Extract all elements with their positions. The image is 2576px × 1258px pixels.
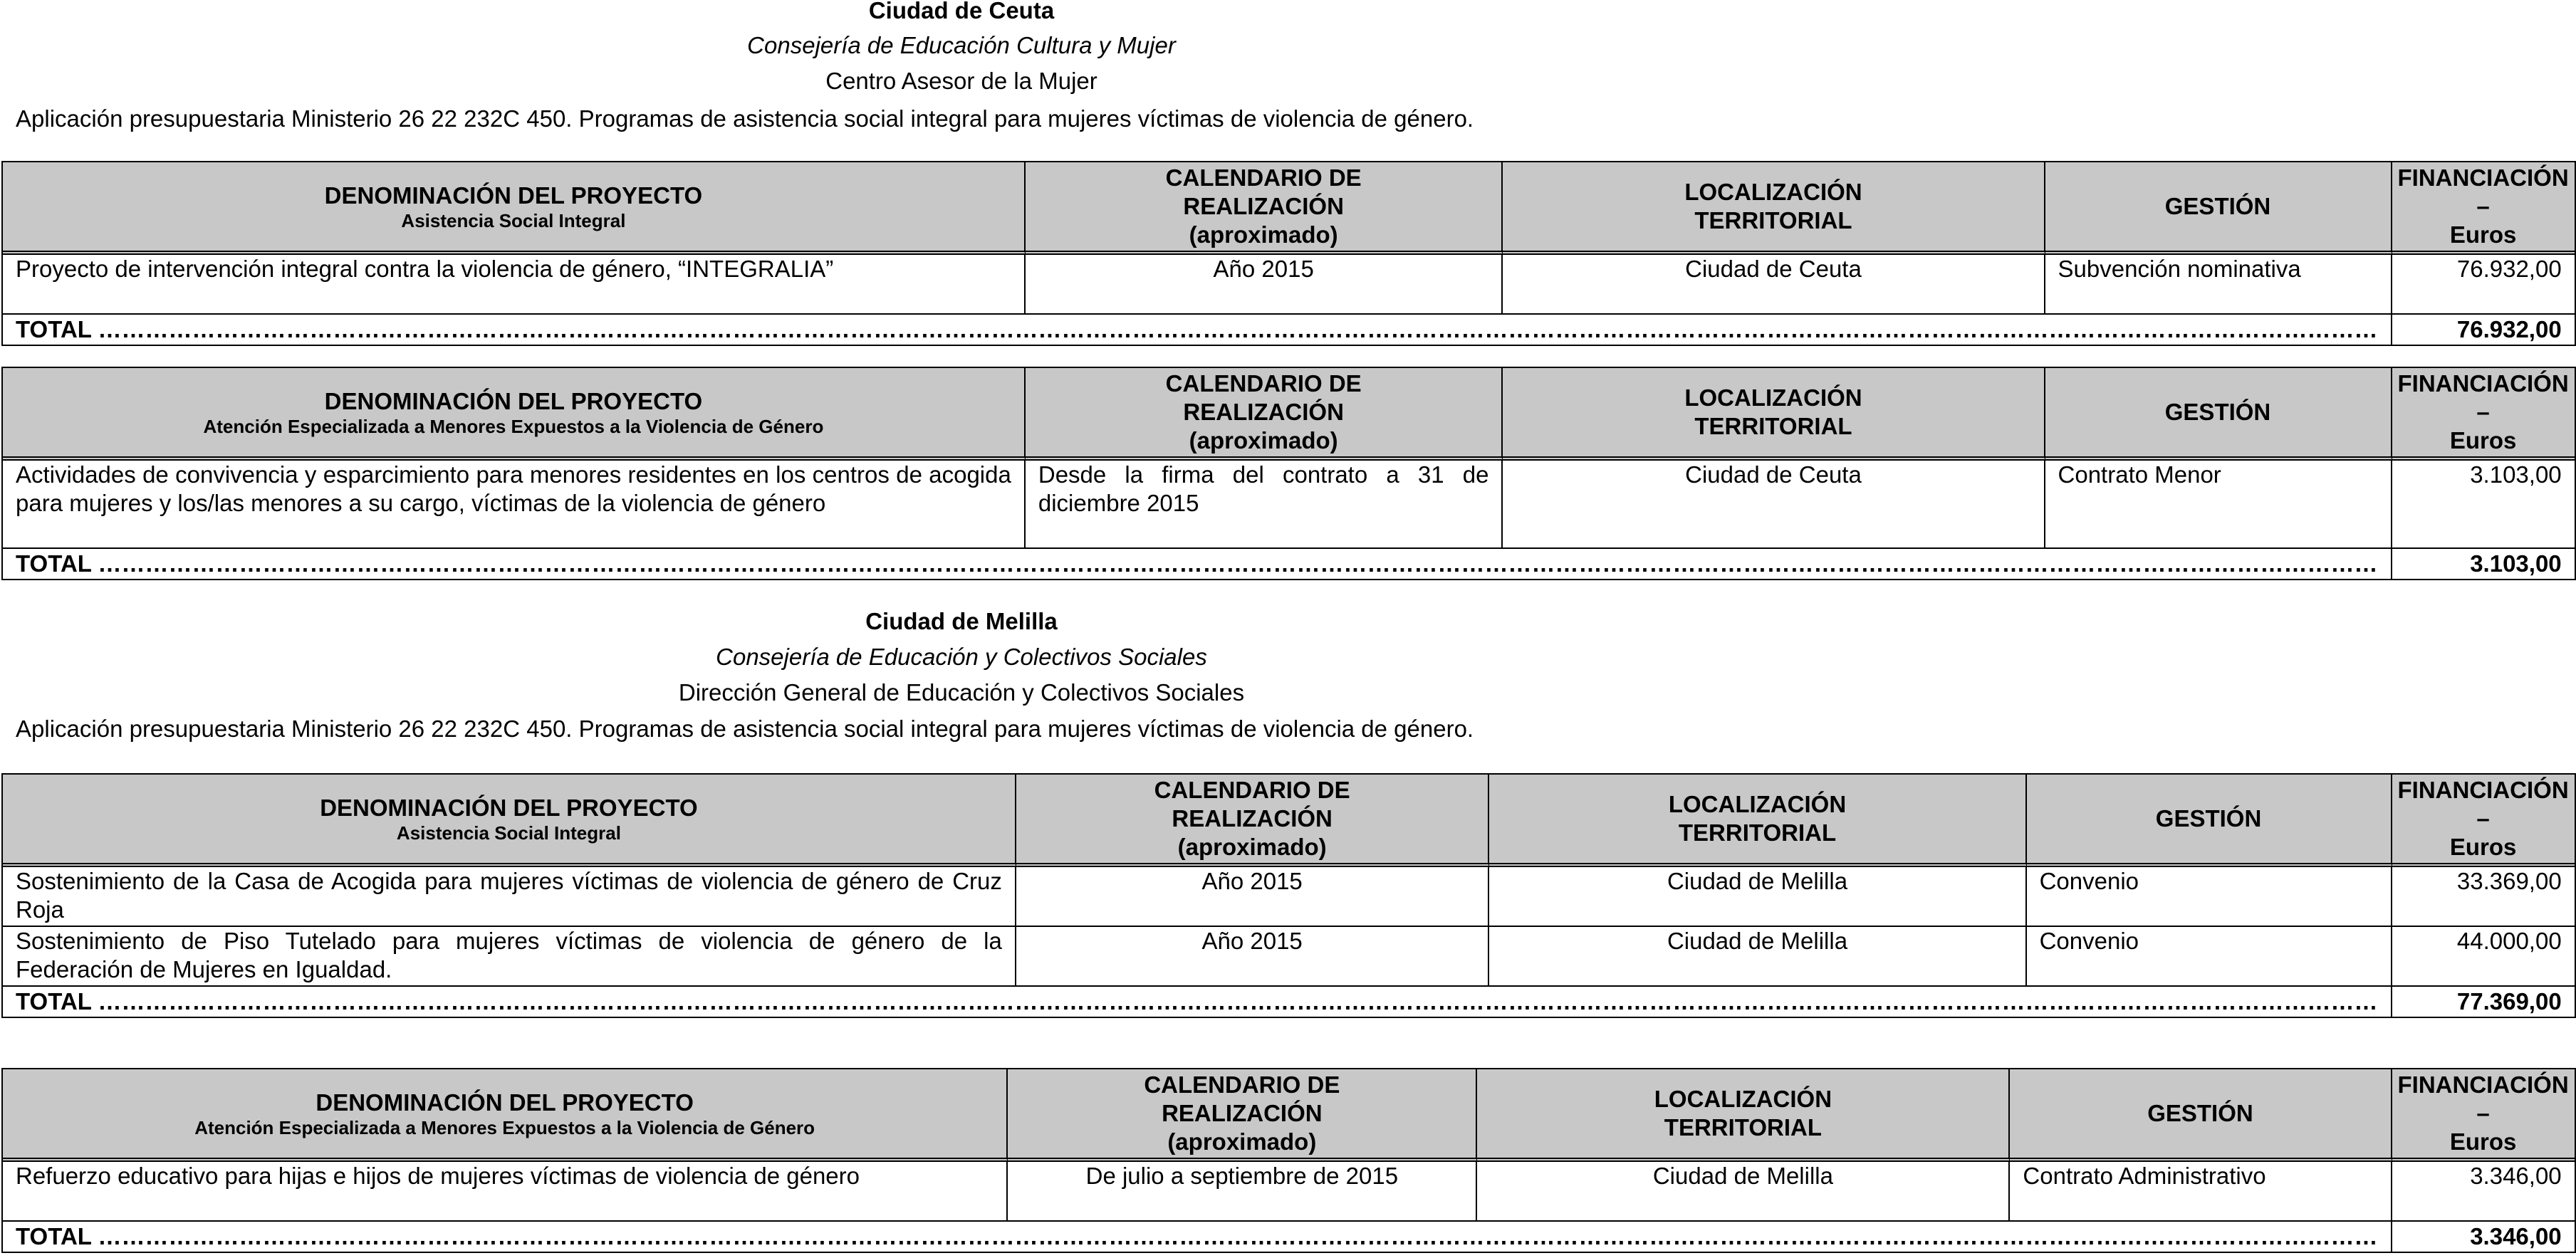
total-amount: 77.369,00	[2456, 988, 2562, 1015]
header-financiacion: FINANCIACIÓN – Euros	[2392, 775, 2575, 867]
project-table	[1, 161, 2576, 346]
total-row	[3, 315, 2575, 345]
amount-cell: 33.369,00	[2392, 867, 2575, 927]
table-row	[3, 461, 2575, 549]
management-cell: Subvención nominativa	[2045, 255, 2392, 315]
project-cell: Refuerzo educativo para hijas e hijos de mujeres víctimas de violencia de género	[3, 1162, 1008, 1222]
location-cell: Ciudad de Melilla	[1489, 927, 2026, 987]
management-cell: Convenio	[2027, 867, 2392, 927]
calendar-cell: Año 2015	[1016, 867, 1490, 927]
amount-cell: 3.346,00	[2392, 1162, 2575, 1222]
project-cell: Actividades de convivencia y esparcimiento para menores residentes en los centros de acogida para mujeres y los/las menores a su cargo, víctimas de la violencia de género	[3, 461, 1026, 549]
melilla-city-title: Ciudad de Melilla	[865, 608, 1058, 634]
header-localizacion: LOCALIZACIÓN TERRITORIAL	[1503, 162, 2045, 255]
calendar-cell: De julio a septiembre de 2015	[1008, 1162, 1477, 1222]
header-gestion: GESTIÓN	[2045, 368, 2392, 461]
ceuta-budget-line: Aplicación presupuestaria Ministerio 26 22 232C 450. Programas de asistencia social integral para mujeres víctimas de violencia de género.	[16, 105, 1474, 132]
total-amount: 3.346,00	[2470, 1223, 2562, 1249]
header-calendario: CALENDARIO DE REALIZACIÓN (aproximado)	[1026, 162, 1503, 255]
project-cell: Sostenimiento de la Casa de Acogida para mujeres víctimas de violencia de género de Cruz Roja	[3, 867, 1016, 927]
header-localizacion: LOCALIZACIÓN TERRITORIAL	[1489, 775, 2026, 867]
melilla-budget-line: Aplicación presupuestaria Ministerio 26 22 232C 450. Programas de asistencia social integral para mujeres víctimas de violencia de género.	[16, 716, 1474, 742]
amount-cell: 44.000,00	[2392, 927, 2575, 987]
location-cell: Ciudad de Melilla	[1489, 867, 2026, 927]
project-table	[1, 367, 2576, 580]
management-cell: Convenio	[2027, 927, 2392, 987]
table-row	[3, 1162, 2575, 1222]
project-cell: Sostenimiento de Piso Tutelado para mujeres víctimas de violencia de género de la Federación de Mujeres en Igualdad.	[3, 927, 1016, 987]
total-row	[3, 1222, 2575, 1252]
ceuta-department: Consejería de Educación Cultura y Mujer	[747, 32, 1176, 58]
table-header-row	[3, 775, 2575, 867]
melilla-department: Consejería de Educación y Colectivos Sociales	[716, 644, 1207, 670]
total-label: TOTAL …………………………………………………………………………………………………………………………………………………………………………………………………………………………………………………………………	[3, 987, 2392, 1017]
header-localizacion: LOCALIZACIÓN TERRITORIAL	[1477, 1069, 2010, 1162]
table-row	[3, 927, 2575, 987]
total-label: TOTAL …………………………………………………………………………………………………………………………………………………………………………………………………………………………………………………………………	[3, 1222, 2392, 1252]
project-cell: Proyecto de intervención integral contra la violencia de género, “INTEGRALIA”	[3, 255, 1026, 315]
table-row	[3, 255, 2575, 315]
ceuta-city-title: Ciudad de Ceuta	[868, 0, 1055, 23]
header-denominacion: DENOMINACIÓN DEL PROYECTO Atención Especializada a Menores Expuestos a la Violencia de Género	[3, 368, 1026, 461]
header-denominacion: DENOMINACIÓN DEL PROYECTO Asistencia Social Integral	[3, 775, 1016, 867]
header-gestion: GESTIÓN	[2010, 1069, 2392, 1162]
management-cell: Contrato Menor	[2045, 461, 2392, 549]
amount-cell: 76.932,00	[2392, 255, 2575, 315]
table-header-row	[3, 368, 2575, 461]
calendar-cell: Año 2015	[1016, 927, 1490, 987]
header-calendario: CALENDARIO DE REALIZACIÓN (aproximado)	[1026, 368, 1503, 461]
header-financiacion: FINANCIACIÓN – Euros	[2392, 162, 2575, 255]
location-cell: Ciudad de Melilla	[1477, 1162, 2010, 1222]
project-table	[1, 773, 2576, 1018]
header-financiacion: FINANCIACIÓN – Euros	[2392, 1069, 2575, 1162]
calendar-cell: Año 2015	[1026, 255, 1503, 315]
header-denominacion: DENOMINACIÓN DEL PROYECTO Atención Especializada a Menores Expuestos a la Violencia de Género	[3, 1069, 1008, 1162]
location-cell: Ciudad de Ceuta	[1503, 461, 2045, 549]
table-header-row	[3, 162, 2575, 255]
ceuta-center: Centro Asesor de la Mujer	[825, 68, 1097, 94]
total-row	[3, 987, 2575, 1017]
table-row	[3, 867, 2575, 927]
table-header-row	[3, 1069, 2575, 1162]
melilla-center: Dirección General de Educación y Colectivos Sociales	[678, 679, 1245, 706]
project-table	[1, 1068, 2576, 1253]
header-gestion: GESTIÓN	[2027, 775, 2392, 867]
location-cell: Ciudad de Ceuta	[1503, 255, 2045, 315]
header-denominacion: DENOMINACIÓN DEL PROYECTO Asistencia Social Integral	[3, 162, 1026, 255]
header-localizacion: LOCALIZACIÓN TERRITORIAL	[1503, 368, 2045, 461]
header-calendario: CALENDARIO DE REALIZACIÓN (aproximado)	[1016, 775, 1490, 867]
total-label: TOTAL …………………………………………………………………………………………………………………………………………………………………………………………………………………………………………………………………	[3, 315, 2392, 345]
header-financiacion: FINANCIACIÓN – Euros	[2392, 368, 2575, 461]
total-row	[3, 549, 2575, 579]
management-cell: Contrato Administrativo	[2010, 1162, 2392, 1222]
total-amount: 76.932,00	[2456, 316, 2562, 342]
total-label: TOTAL …………………………………………………………………………………………………………………………………………………………………………………………………………………………………………………………………	[3, 549, 2392, 579]
header-gestion: GESTIÓN	[2045, 162, 2392, 255]
calendar-cell: Desde la firma del contrato a 31 de diciembre 2015	[1026, 461, 1503, 549]
amount-cell: 3.103,00	[2392, 461, 2575, 549]
total-amount: 3.103,00	[2470, 550, 2562, 577]
header-calendario: CALENDARIO DE REALIZACIÓN (aproximado)	[1008, 1069, 1477, 1162]
